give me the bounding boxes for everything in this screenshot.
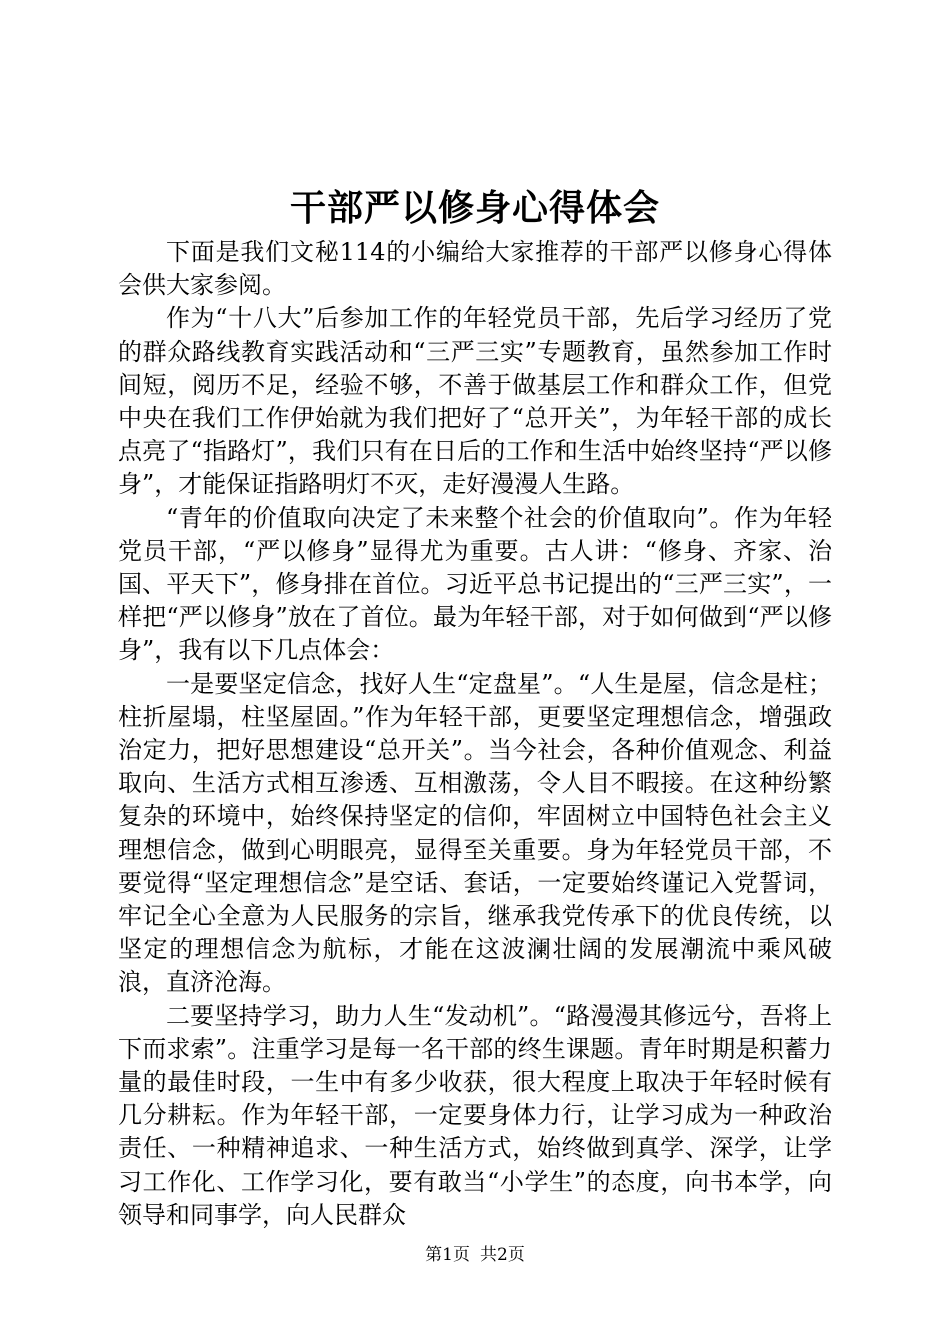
paragraph-point-one: 一是要坚定信念，找好人生“定盘星”。“人生是屋，信念是柱；柱折屋塌，柱坚屋固。”作为年轻干部，更要坚定理想信念，增强政治定力，把好思想建设“总开关”。当今社会，各种价值观念、利益取向、生活方式相互渗透、互相激荡，令人目不暇接。在这种纷繁复杂的环境中，始终保持坚定的信仰，牢固树立中国特色社会主义理想信念，做到心明眼亮，显得至关重要。身为年轻党员干部，不要觉得“坚定理想信念”是空话、套话，一定要始终谨记入党誓词，牢记全心全意为人民服务的宗旨，继承我党传承下的优良传统，以坚定的理想信念为航标，才能在这波澜壮阔的发展潮流中乘风破浪，直济沧海。 [118, 669, 832, 997]
paragraph-intro: 下面是我们文秘114的小编给大家推荐的干部严以修身心得体会供大家参阅。 [118, 238, 832, 300]
document-title: 干部严以修身心得体会 [289, 187, 660, 229]
page-footer [0, 1243, 950, 1267]
page-number-total: 共2页 [480, 1245, 525, 1265]
paragraph-point-two: 二要坚持学习，助力人生“发动机”。“路漫漫其修远兮，吾将上下而求索”。注重学习是每一名干部的终生课题。青年时期是积蓄力量的最佳时段，一生中有多少收获，很大程度上取决于年轻时候有几分耕耘。作为年轻干部，一定要身体力行，让学习成为一种政治责任、一种精神追求、一种生活方式，始终做到真学、深学，让学习工作化、工作学习化，要有敢当“小学生”的态度，向书本学，向领导和同事学，向人民群众 [118, 1001, 832, 1229]
paragraph-background: 作为“十八大”后参加工作的年轻党员干部，先后学习经历了党的群众路线教育实践活动和“三严三实”专题教育，虽然参加工作时间短，阅历不足，经验不够，不善于做基层工作和群众工作，但党中央在我们工作伊始就为我们把好了“总开关”，为年轻干部的成长点亮了“指路灯”，我们只有在日后的工作和生活中始终坚持“严以修身”，才能保证指路明灯不灭，走好漫漫人生路。 [118, 304, 832, 499]
paragraph-value-orientation: “青年的价值取向决定了未来整个社会的价值取向”。作为年轻党员干部，“严以修身”显得尤为重要。古人讲：“修身、齐家、治国、平天下”，修身排在首位。习近平总书记提出的“三严三实”，一样把“严以修身”放在了首位。最为年轻干部，对于如何做到“严以修身”，我有以下几点体会： [118, 503, 832, 665]
page-number-current: 第1页 [425, 1245, 470, 1265]
document-body [118, 236, 832, 1232]
